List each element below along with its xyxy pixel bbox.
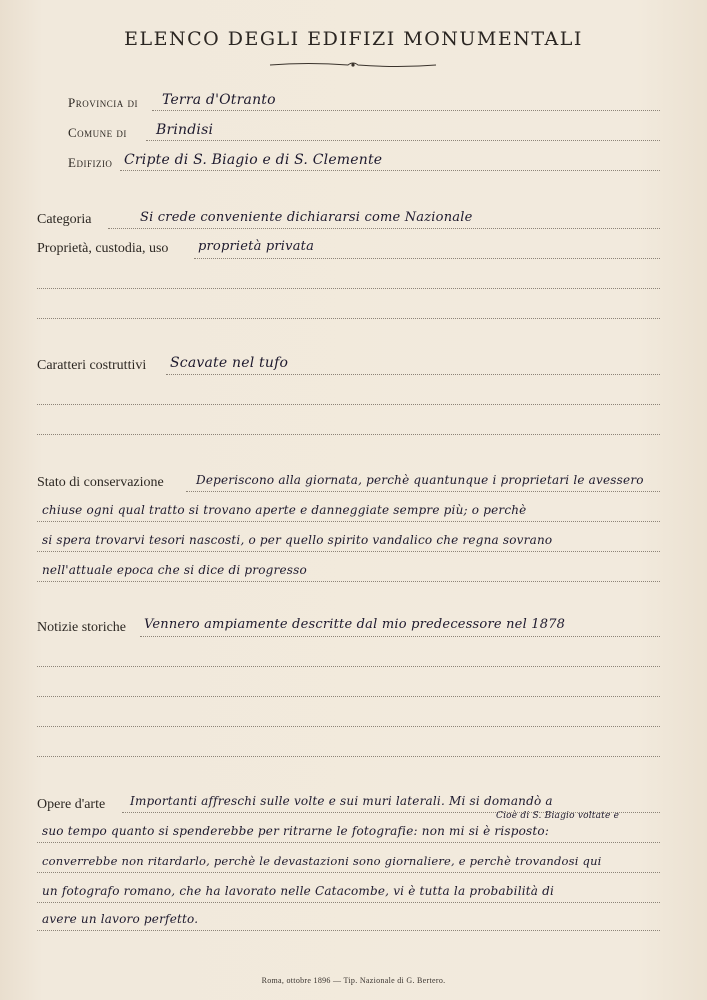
notizie-line-4 <box>37 726 660 727</box>
proprieta-line-2 <box>37 288 660 289</box>
notizie-label: Notizie storiche <box>37 620 127 635</box>
opere-line-4: un fotografo romano, che ha lavorato nelle Catacombe, vi è tutta la probabilità di <box>42 884 555 898</box>
edifizio-label: Edifizio <box>68 155 113 170</box>
opere-rule-5 <box>37 930 660 931</box>
provincia-value: Terra d'Otranto <box>162 92 276 108</box>
opere-line-2: suo tempo quanto si spenderebbe per ritrarne le fotografie: non mi si è risposto: <box>42 824 550 838</box>
stato-rule-4 <box>37 581 660 582</box>
stato-label: Stato di conservazione <box>37 475 164 490</box>
opere-line-1: Importanti affreschi sulle volte e sui muri laterali. Mi si domandò a <box>130 794 553 808</box>
categoria-label: Categoria <box>37 212 92 227</box>
stato-rule-2 <box>37 521 660 522</box>
proprieta-value: proprietà privata <box>198 239 315 254</box>
categoria-value: Si crede conveniente dichiararsi come Nazionale <box>140 210 473 225</box>
opere-above-note: Cioè di S. Biagio voltate e <box>496 811 620 821</box>
notizie-line-3 <box>37 696 660 697</box>
opere-rule-2 <box>37 842 660 843</box>
caratteri-line-3 <box>37 434 660 435</box>
notizie-line-5 <box>37 756 660 757</box>
stato-line-2: chiuse ogni qual tratto si trovano aperte e danneggiate sempre più; o perchè <box>42 503 527 517</box>
provincia-label: Provincia di <box>68 95 138 110</box>
page-title: ELENCO DEGLI EDIFIZI MONUMENTALI <box>124 28 583 50</box>
stato-line-4: nell'attuale epoca che si dice di progresso <box>42 563 307 577</box>
opere-rule-3 <box>37 872 660 873</box>
comune-line <box>146 140 660 141</box>
title-ornament <box>268 60 438 70</box>
notizie-line-2 <box>37 666 660 667</box>
printer-footer: Roma, ottobre 1896 — Tip. Nazionale di G. Bertero. <box>261 976 446 985</box>
notizie-value: Vennero ampiamente descritte dal mio predecessore nel 1878 <box>144 617 566 632</box>
proprieta-line-3 <box>37 318 660 319</box>
caratteri-value: Scavate nel tufo <box>170 355 289 371</box>
caratteri-line <box>166 374 660 375</box>
provincia-line <box>152 110 660 111</box>
stato-line-3: si spera trovarvi tesori nascosti, o per quello spirito vandalico che regna sovrano <box>42 533 553 547</box>
proprieta-label: Proprietà, custodia, uso <box>37 241 169 256</box>
proprieta-line <box>194 258 660 259</box>
opere-line-3: converrebbe non ritardarlo, perchè le devastazioni sono giornaliere, e perchè trovandosi qui <box>42 854 602 868</box>
stato-line-1: Deperiscono alla giornata, perchè quantunque i proprietari le avessero <box>196 473 644 487</box>
edifizio-line <box>120 170 660 171</box>
opere-rule-4 <box>37 902 660 903</box>
edifizio-value: Cripte di S. Biagio e di S. Clemente <box>124 152 383 168</box>
stato-rule-1 <box>186 491 660 492</box>
caratteri-label: Caratteri costruttivi <box>37 358 147 373</box>
opere-line-5: avere un lavoro perfetto. <box>42 912 199 926</box>
notizie-line <box>140 636 660 637</box>
comune-value: Brindisi <box>156 122 214 138</box>
comune-label: Comune di <box>68 125 127 140</box>
stato-rule-3 <box>37 551 660 552</box>
categoria-line <box>108 228 660 229</box>
caratteri-line-2 <box>37 404 660 405</box>
opere-label: Opere d'arte <box>37 797 106 812</box>
